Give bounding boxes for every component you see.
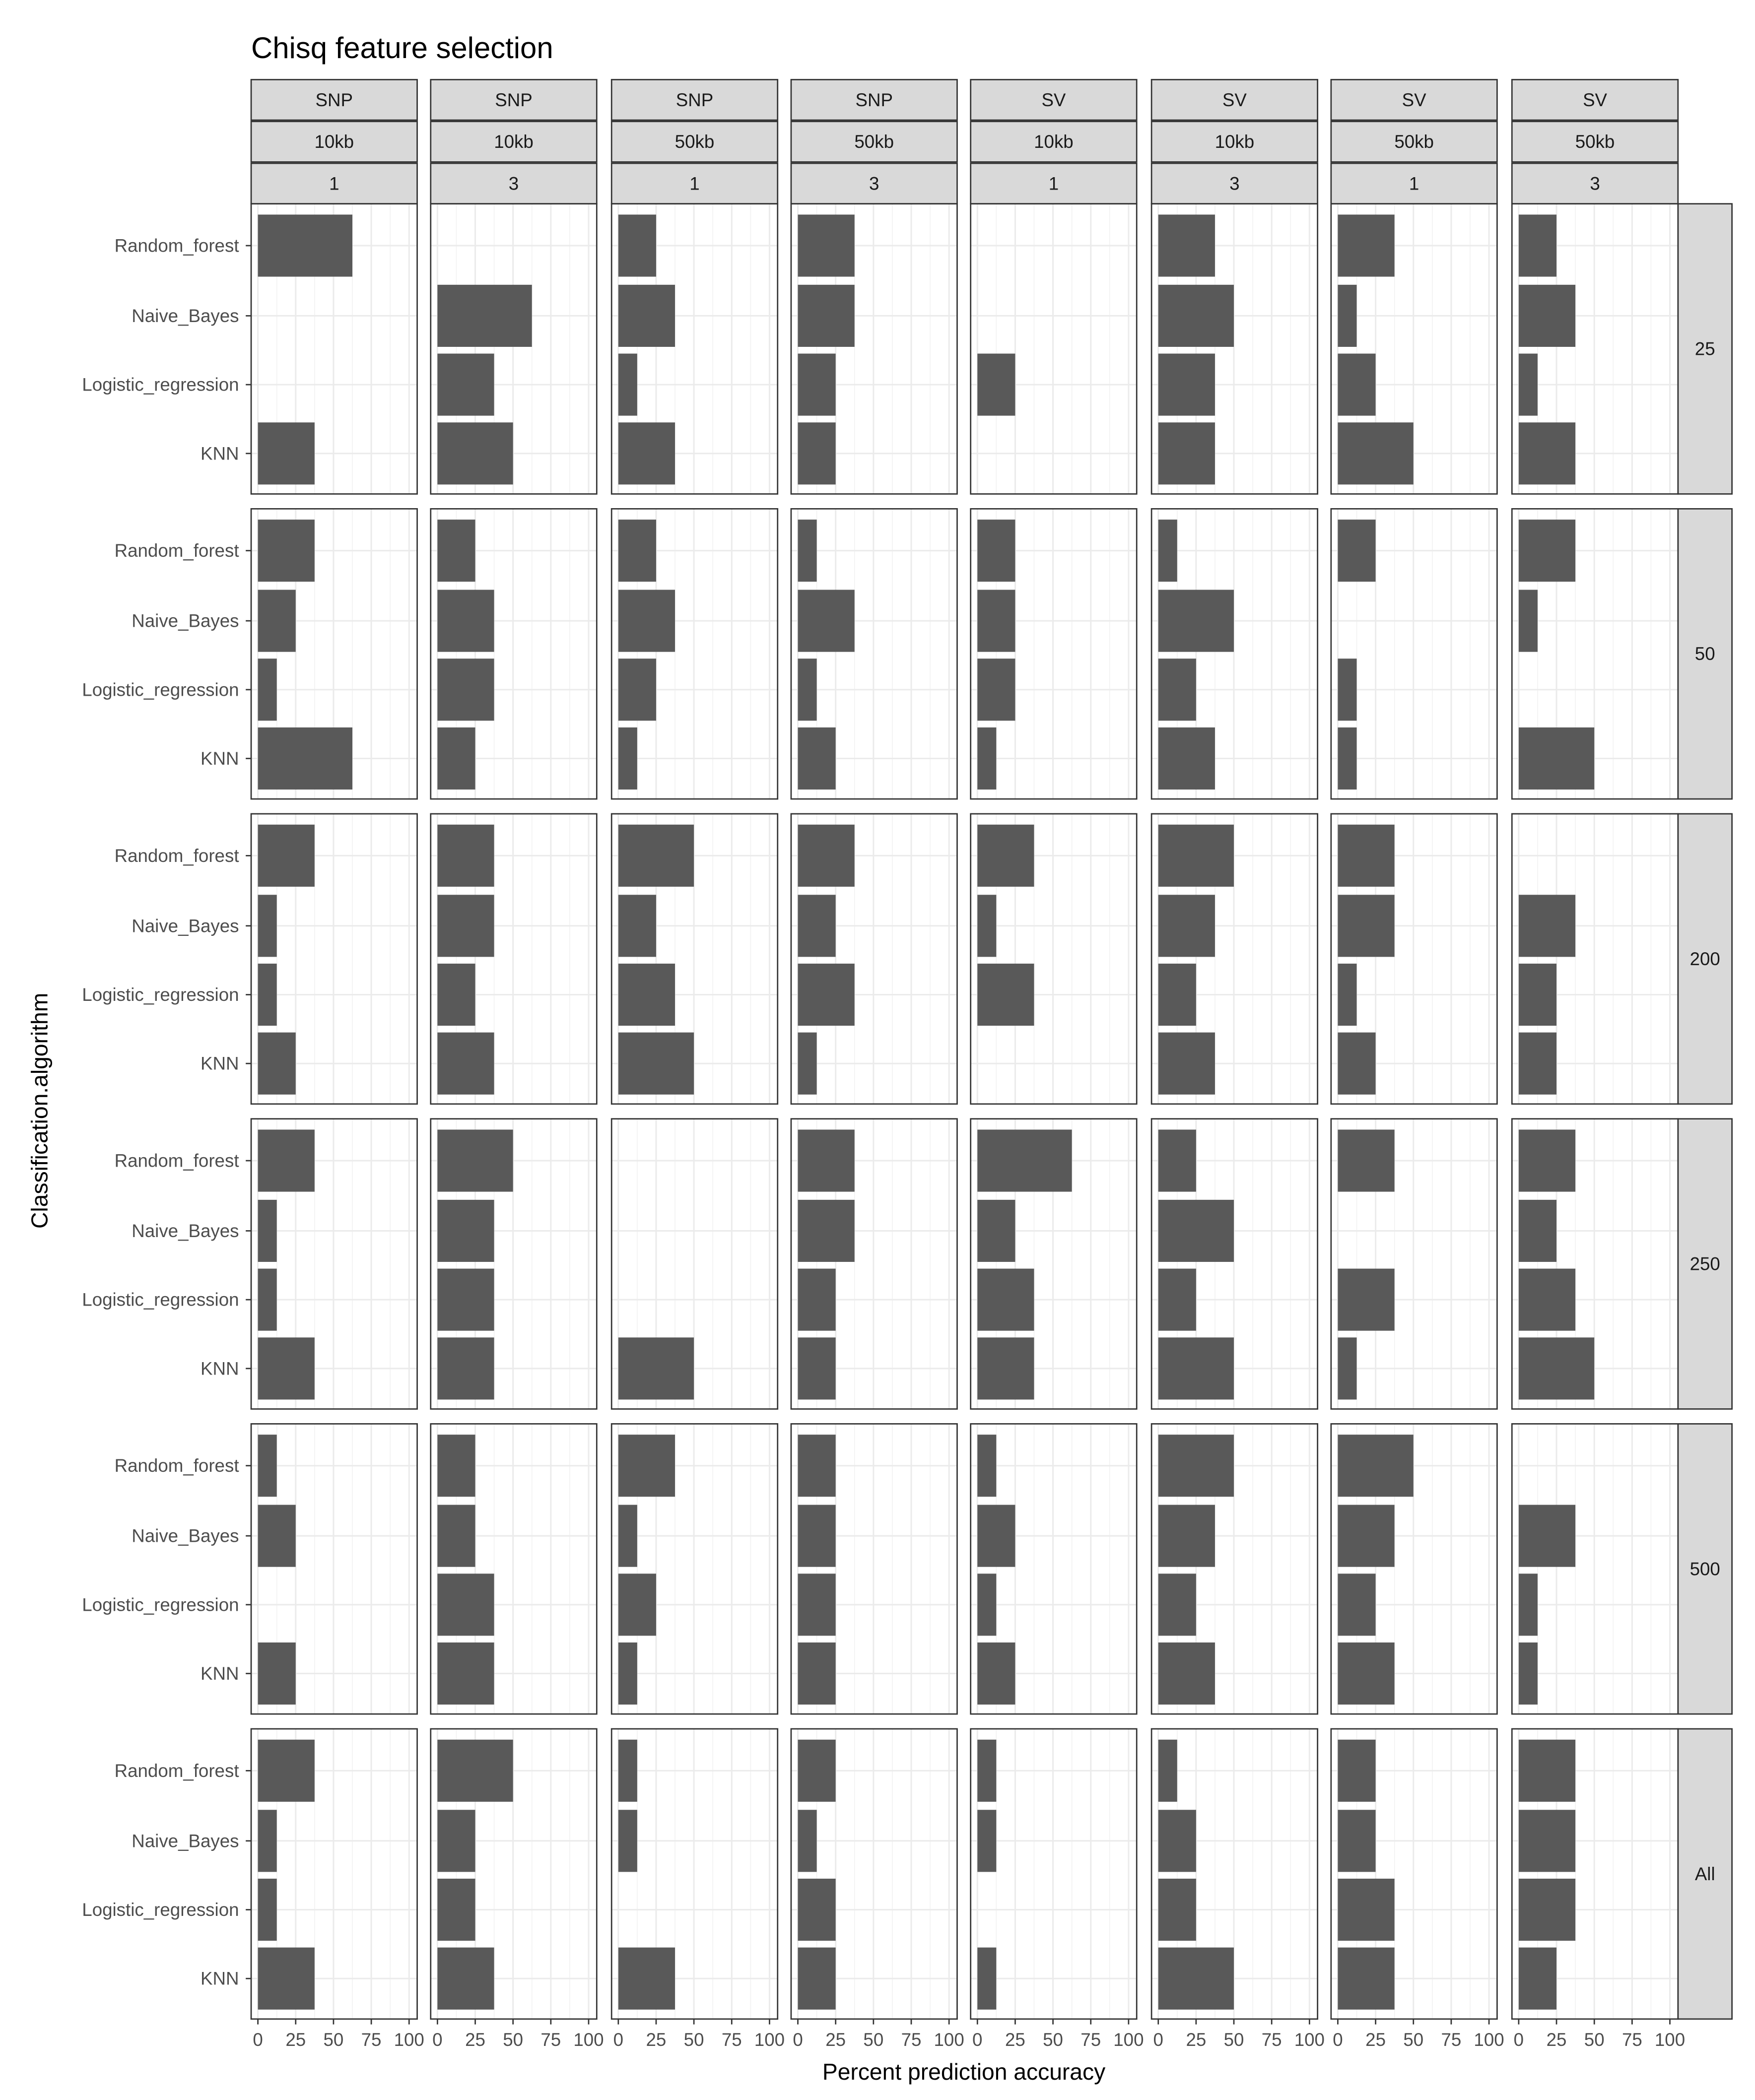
y-tick-label: Random_forest [114, 845, 239, 866]
bar-knn [1519, 1033, 1556, 1095]
plot-area [82, 79, 1732, 2050]
column-strip-label: 3 [1590, 173, 1600, 194]
bar-knn [1519, 1337, 1594, 1399]
y-tick-label: KNN [201, 1358, 239, 1379]
row-strip-label: 200 [1689, 948, 1720, 969]
column-strip-label: SNP [855, 89, 893, 110]
bar-knn [258, 1948, 315, 2010]
bar-naive-bayes [258, 1200, 277, 1262]
column-strip-label: SV [1583, 89, 1608, 110]
bar-naive-bayes [1519, 1810, 1575, 1872]
bar-knn [977, 1337, 1034, 1399]
y-tick-label: Random_forest [114, 235, 239, 256]
bar-naive-bayes [618, 1505, 637, 1567]
y-tick-label: KNN [201, 1968, 239, 1989]
column-strip-label: 10kb [1034, 131, 1074, 152]
y-tick-label: Logistic_regression [82, 984, 239, 1005]
y-tick-label: Naive_Bayes [132, 1831, 239, 1851]
column-strip-label: SNP [315, 89, 353, 110]
bar-naive-bayes [798, 895, 836, 957]
x-tick-label: 75 [361, 2030, 382, 2050]
bar-knn [1158, 1337, 1234, 1399]
bar-knn [618, 422, 675, 484]
bar-naive-bayes [1158, 1505, 1215, 1567]
bar-naive-bayes [798, 1200, 855, 1262]
bar-random-forest [1519, 1740, 1575, 1802]
bar-naive-bayes [798, 1810, 817, 1872]
bar-logistic-regression [1338, 964, 1356, 1026]
bar-logistic-regression [1158, 1574, 1196, 1636]
bar-naive-bayes [258, 1505, 296, 1567]
bar-naive-bayes [977, 590, 1015, 652]
y-tick-label: KNN [201, 1053, 239, 1074]
bar-naive-bayes [1338, 895, 1394, 957]
bar-random-forest [258, 1129, 315, 1191]
bar-random-forest [798, 1435, 836, 1497]
bar-logistic-regression [618, 354, 637, 416]
x-tick-label: 75 [901, 2030, 922, 2050]
bar-random-forest [977, 1740, 996, 1802]
column-strip-label: 50kb [1394, 131, 1434, 152]
bar-random-forest [1158, 214, 1215, 276]
bar-random-forest [1158, 520, 1177, 582]
bar-naive-bayes [1158, 1200, 1234, 1262]
y-tick-label: KNN [201, 1663, 239, 1684]
bar-logistic-regression [1158, 1879, 1196, 1941]
bar-random-forest [437, 1129, 513, 1191]
bar-knn [798, 1948, 836, 2010]
bar-logistic-regression [1519, 1269, 1575, 1331]
x-tick-label: 100 [754, 2030, 785, 2050]
y-tick-label: KNN [201, 748, 239, 769]
row-strip-label: 500 [1689, 1559, 1720, 1579]
bar-random-forest [1519, 214, 1556, 276]
bar-random-forest [1338, 1740, 1375, 1802]
x-tick-label: 75 [1621, 2030, 1642, 2050]
bar-logistic-regression [1338, 1879, 1394, 1941]
bar-knn [258, 422, 315, 484]
bar-logistic-regression [977, 1574, 996, 1636]
y-tick-label: Naive_Bayes [132, 305, 239, 326]
row-strip-label: 25 [1694, 338, 1715, 359]
bar-random-forest [977, 1435, 996, 1497]
bar-logistic-regression [1519, 1879, 1575, 1941]
column-strip-label: SV [1402, 89, 1426, 110]
bar-logistic-regression [798, 1269, 836, 1331]
bar-knn [618, 1948, 675, 2010]
bar-naive-bayes [1158, 285, 1234, 347]
bar-naive-bayes [258, 1810, 277, 1872]
bar-knn [258, 1033, 296, 1095]
bar-logistic-regression [798, 354, 836, 416]
bar-random-forest [977, 520, 1015, 582]
bar-naive-bayes [1338, 1505, 1394, 1567]
bar-knn [437, 1948, 494, 2010]
bar-logistic-regression [618, 964, 675, 1026]
bar-knn [1519, 1642, 1538, 1705]
bar-logistic-regression [1338, 1574, 1375, 1636]
x-tick-label: 0 [613, 2030, 624, 2050]
y-tick-label: KNN [201, 443, 239, 464]
x-tick-label: 75 [1080, 2030, 1101, 2050]
bar-knn [1158, 727, 1215, 789]
bar-random-forest [1338, 1435, 1413, 1497]
column-strip-label: SNP [495, 89, 533, 110]
bar-random-forest [618, 1740, 637, 1802]
x-tick-label: 50 [323, 2030, 344, 2050]
bar-knn [1158, 1948, 1234, 2010]
bar-naive-bayes [977, 1810, 996, 1872]
bar-knn [798, 1337, 836, 1399]
bar-knn [437, 1642, 494, 1705]
bar-logistic-regression [1519, 964, 1556, 1026]
y-tick-label: Naive_Bayes [132, 1525, 239, 1546]
bar-knn [798, 1033, 817, 1095]
bar-naive-bayes [618, 285, 675, 347]
bar-knn [1519, 422, 1575, 484]
bar-logistic-regression [1338, 658, 1356, 721]
bar-naive-bayes [977, 1505, 1015, 1567]
column-strip-label: 1 [329, 173, 339, 194]
bar-knn [618, 1033, 694, 1095]
bar-knn [1158, 1642, 1215, 1705]
bar-naive-bayes [437, 895, 494, 957]
bar-logistic-regression [798, 1879, 836, 1941]
column-strip-label: 50kb [854, 131, 894, 152]
x-tick-label: 75 [1261, 2030, 1282, 2050]
bar-logistic-regression [1158, 354, 1215, 416]
bar-random-forest [1338, 1129, 1394, 1191]
column-strip-label: 10kb [494, 131, 534, 152]
bar-logistic-regression [258, 1269, 277, 1331]
x-tick-label: 25 [1546, 2030, 1567, 2050]
y-tick-label: Random_forest [114, 1455, 239, 1476]
bar-logistic-regression [437, 354, 494, 416]
x-tick-label: 25 [1005, 2030, 1025, 2050]
bar-naive-bayes [437, 1810, 475, 1872]
row-strip-label: 50 [1694, 644, 1715, 664]
bar-random-forest [258, 825, 315, 887]
bar-logistic-regression [1519, 354, 1538, 416]
bar-naive-bayes [258, 590, 296, 652]
bar-random-forest [1338, 214, 1394, 276]
bar-naive-bayes [618, 590, 675, 652]
bar-naive-bayes [618, 895, 656, 957]
bar-knn [1338, 1337, 1356, 1399]
bar-knn [437, 727, 475, 789]
bar-knn [258, 1642, 296, 1705]
bar-random-forest [1158, 825, 1234, 887]
bar-logistic-regression [618, 1574, 656, 1636]
bar-logistic-regression [437, 1574, 494, 1636]
x-tick-label: 100 [394, 2030, 424, 2050]
y-tick-label: Logistic_regression [82, 374, 239, 395]
bar-knn [618, 1337, 694, 1399]
bar-random-forest [618, 214, 656, 276]
x-tick-label: 0 [1153, 2030, 1163, 2050]
x-tick-label: 50 [1403, 2030, 1424, 2050]
row-strip-label: 250 [1689, 1253, 1720, 1274]
bar-logistic-regression [437, 658, 494, 721]
x-tick-label: 100 [1294, 2030, 1325, 2050]
bar-knn [1519, 727, 1594, 789]
column-strip-label: 50kb [675, 131, 715, 152]
bar-knn [798, 1642, 836, 1705]
bar-logistic-regression [977, 658, 1015, 721]
x-tick-label: 100 [1113, 2030, 1144, 2050]
bar-random-forest [1519, 1129, 1575, 1191]
bar-knn [258, 1337, 315, 1399]
x-tick-label: 0 [972, 2030, 983, 2050]
bar-knn [618, 727, 637, 789]
bar-random-forest [258, 1740, 315, 1802]
bar-knn [798, 727, 836, 789]
bar-random-forest [437, 1740, 513, 1802]
bar-random-forest [1519, 520, 1575, 582]
y-tick-label: Logistic_regression [82, 1594, 239, 1615]
bar-logistic-regression [618, 658, 656, 721]
bar-random-forest [437, 825, 494, 887]
bar-logistic-regression [437, 1879, 475, 1941]
bar-logistic-regression [977, 354, 1015, 416]
y-tick-label: Logistic_regression [82, 1289, 239, 1310]
bar-knn [977, 727, 996, 789]
bar-naive-bayes [437, 285, 532, 347]
bar-random-forest [258, 214, 352, 276]
column-strip-label: 10kb [1215, 131, 1255, 152]
bar-random-forest [977, 825, 1034, 887]
x-tick-label: 0 [1333, 2030, 1343, 2050]
column-strip-label: 3 [508, 173, 519, 194]
bar-knn [1338, 1642, 1394, 1705]
bar-naive-bayes [798, 590, 855, 652]
bar-logistic-regression [977, 964, 1034, 1026]
bar-knn [618, 1642, 637, 1705]
bar-knn [258, 727, 352, 789]
column-strip-label: 1 [1048, 173, 1059, 194]
x-tick-label: 0 [253, 2030, 263, 2050]
bar-naive-bayes [798, 285, 855, 347]
x-tick-label: 25 [1365, 2030, 1386, 2050]
bar-random-forest [798, 1129, 855, 1191]
x-tick-label: 75 [540, 2030, 561, 2050]
bar-random-forest [798, 214, 855, 276]
y-tick-label: Random_forest [114, 1150, 239, 1171]
column-strip-label: 1 [689, 173, 700, 194]
bar-random-forest [1158, 1435, 1234, 1497]
x-tick-label: 75 [1441, 2030, 1462, 2050]
bar-naive-bayes [977, 1200, 1015, 1262]
bar-random-forest [618, 1435, 675, 1497]
bar-knn [1338, 1033, 1375, 1095]
chart-title: Chisq feature selection [251, 31, 553, 65]
bar-naive-bayes [1158, 1810, 1196, 1872]
bar-naive-bayes [977, 895, 996, 957]
bar-random-forest [1158, 1129, 1196, 1191]
x-tick-label: 0 [793, 2030, 803, 2050]
bar-random-forest [258, 520, 315, 582]
x-tick-label: 25 [1186, 2030, 1207, 2050]
bar-random-forest [798, 1740, 836, 1802]
bar-naive-bayes [1158, 590, 1234, 652]
x-tick-label: 25 [285, 2030, 306, 2050]
bar-logistic-regression [258, 658, 277, 721]
bar-random-forest [618, 825, 694, 887]
x-tick-label: 25 [646, 2030, 667, 2050]
column-strip-label: 1 [1409, 173, 1419, 194]
y-tick-label: Random_forest [114, 1760, 239, 1781]
bar-knn [437, 1033, 494, 1095]
x-tick-label: 100 [1474, 2030, 1504, 2050]
bar-naive-bayes [437, 1505, 475, 1567]
bar-random-forest [437, 1435, 475, 1497]
bar-naive-bayes [1519, 590, 1538, 652]
x-axis-title: Percent prediction accuracy [822, 2059, 1106, 2085]
bar-knn [1338, 422, 1413, 484]
bar-naive-bayes [437, 590, 494, 652]
x-tick-label: 0 [432, 2030, 443, 2050]
column-strip-label: SV [1041, 89, 1066, 110]
x-tick-label: 50 [503, 2030, 524, 2050]
bar-logistic-regression [798, 1574, 836, 1636]
x-tick-label: 25 [825, 2030, 846, 2050]
y-tick-label: Naive_Bayes [132, 1220, 239, 1241]
bar-knn [798, 422, 836, 484]
bar-naive-bayes [1158, 895, 1215, 957]
x-tick-label: 100 [1654, 2030, 1686, 2050]
x-tick-label: 50 [683, 2030, 704, 2050]
bar-logistic-regression [258, 1879, 277, 1941]
bar-naive-bayes [1519, 285, 1575, 347]
bar-random-forest [798, 520, 817, 582]
row-strip-label: All [1694, 1863, 1715, 1884]
bar-logistic-regression [977, 1269, 1034, 1331]
bar-knn [977, 1642, 1015, 1705]
y-tick-label: Naive_Bayes [132, 610, 239, 631]
bar-knn [1158, 422, 1215, 484]
bar-logistic-regression [1158, 658, 1196, 721]
bar-logistic-regression [258, 964, 277, 1026]
bar-random-forest [1338, 825, 1394, 887]
bar-logistic-regression [1519, 1574, 1538, 1636]
bar-logistic-regression [1338, 1269, 1394, 1331]
bar-random-forest [798, 825, 855, 887]
bar-naive-bayes [1519, 1505, 1575, 1567]
bar-random-forest [977, 1129, 1072, 1191]
bar-naive-bayes [1519, 895, 1575, 957]
column-strip-label: 10kb [314, 131, 354, 152]
bar-naive-bayes [618, 1810, 637, 1872]
bar-logistic-regression [1158, 1269, 1196, 1331]
column-strip-label: 50kb [1575, 131, 1615, 152]
x-tick-label: 100 [573, 2030, 604, 2050]
bar-random-forest [1338, 520, 1375, 582]
x-tick-label: 0 [1513, 2030, 1524, 2050]
bar-random-forest [258, 1435, 277, 1497]
bar-logistic-regression [798, 658, 817, 721]
y-tick-label: Logistic_regression [82, 679, 239, 700]
bar-naive-bayes [1338, 285, 1356, 347]
bar-knn [977, 1948, 996, 2010]
bar-knn [1519, 1948, 1556, 2010]
bar-logistic-regression [1338, 354, 1375, 416]
y-tick-label: Naive_Bayes [132, 916, 239, 936]
x-tick-label: 50 [863, 2030, 884, 2050]
bar-random-forest [437, 520, 475, 582]
column-strip-label: SV [1222, 89, 1247, 110]
column-strip-label: SNP [675, 89, 714, 110]
bar-naive-bayes [1338, 1810, 1375, 1872]
bar-knn [437, 422, 513, 484]
x-tick-label: 50 [1223, 2030, 1244, 2050]
bar-naive-bayes [798, 1505, 836, 1567]
bar-knn [1338, 727, 1356, 789]
x-tick-label: 100 [934, 2030, 964, 2050]
x-tick-label: 25 [465, 2030, 485, 2050]
bar-naive-bayes [1519, 1200, 1556, 1262]
bar-naive-bayes [258, 895, 277, 957]
bar-logistic-regression [437, 1269, 494, 1331]
bar-random-forest [618, 520, 656, 582]
y-tick-label: Random_forest [114, 540, 239, 561]
bar-knn [437, 1337, 494, 1399]
column-strip-label: 3 [869, 173, 879, 194]
bar-logistic-regression [1158, 964, 1196, 1026]
bar-knn [1338, 1948, 1394, 2010]
bar-naive-bayes [437, 1200, 494, 1262]
bar-logistic-regression [437, 964, 475, 1026]
bar-random-forest [1158, 1740, 1177, 1802]
x-tick-label: 75 [721, 2030, 742, 2050]
x-tick-label: 50 [1584, 2030, 1605, 2050]
y-tick-label: Logistic_regression [82, 1900, 239, 1920]
bar-logistic-regression [798, 964, 855, 1026]
column-strip-label: 3 [1229, 173, 1240, 194]
x-tick-label: 50 [1043, 2030, 1063, 2050]
bar-knn [1158, 1033, 1215, 1095]
y-axis-title: Classification.algorithm [26, 992, 53, 1229]
